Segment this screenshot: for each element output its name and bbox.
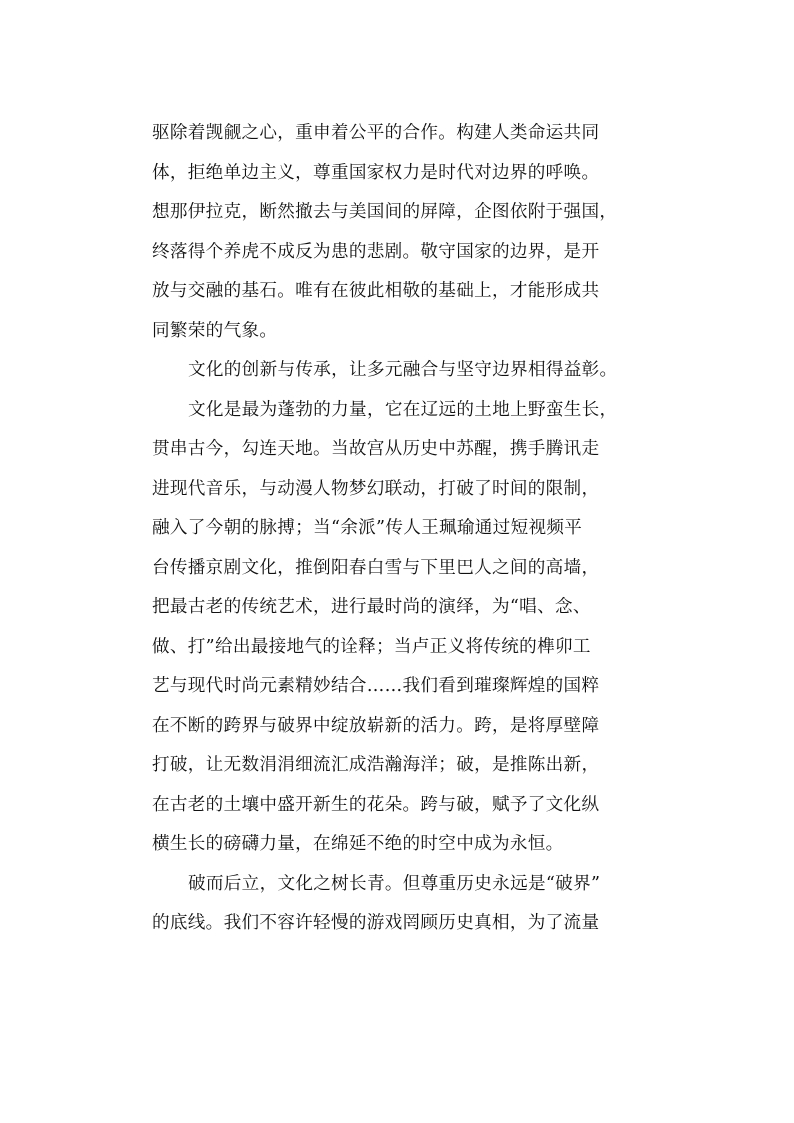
- paragraph-first-line: 文化的创新与传承，让多元融合与坚守边界相得益彰。: [188, 360, 618, 380]
- text-line: 做、打”给出最接地气的诠释；当卢正义将传统的榫卯工: [152, 636, 591, 657]
- paragraph-first-line: 破而后立，文化之树长青。但尊重历史永远是“破界”: [188, 873, 601, 894]
- text-line: 放与交融的基石。唯有在彼此相敬的基础上，才能形成共: [152, 281, 600, 301]
- text-line: 打破，让无数涓涓细流汇成浩瀚海洋；破，是推陈出新，: [152, 755, 600, 775]
- text-line: 进现代音乐，与动漫人物梦幻联动，打破了时间的限制，: [152, 478, 600, 499]
- text-line: 终落得个养虎不成反为患的悲剧。敬守国家的边界，是开: [152, 241, 600, 262]
- essay-body: [152, 114, 672, 944]
- text-line: 艺与现代时尚元素精妙结合……我们看到璀璨辉煌的国粹: [152, 676, 600, 696]
- text-line: 驱除着觊觎之心，重申着公平的合作。构建人类命运共同: [152, 123, 600, 143]
- text-line: 贯串古今，勾连天地。当故宫从历史中苏醒，携手腾讯走: [152, 439, 600, 459]
- text-line: 体，拒绝单边主义，尊重国家权力是时代对边界的呼唤。: [152, 162, 600, 183]
- paragraph-first-line: 文化是最为蓬勃的力量，它在辽远的土地上野蛮生长，: [188, 399, 618, 420]
- text-line: 的底线。我们不容许轻慢的游戏罔顾历史真相，为了流量: [152, 913, 600, 933]
- text-line: 横生长的磅礴力量，在绵延不绝的时空中成为永恒。: [152, 834, 564, 854]
- text-line: 在不断的跨界与破界中绽放崭新的活力。跨，是将厚壁障: [152, 715, 600, 736]
- text-line: 在古老的土壤中盛开新生的花朵。跨与破，赋予了文化纵: [152, 794, 600, 815]
- text-line: 融入了今朝的脉搏；当“余派”传人王珮瑜通过短视频平: [152, 518, 583, 538]
- text-line: 把最古老的传统艺术，进行最时尚的演绎，为“唱、念、: [152, 597, 591, 617]
- text-line: 同繁荣的气象。: [152, 320, 278, 341]
- text-line: 台传播京剧文化，推倒阳春白雪与下里巴人之间的高墙，: [152, 557, 600, 578]
- text-line: 想那伊拉克，断然撤去与美国间的屏障，企图依附于强国，: [152, 202, 618, 222]
